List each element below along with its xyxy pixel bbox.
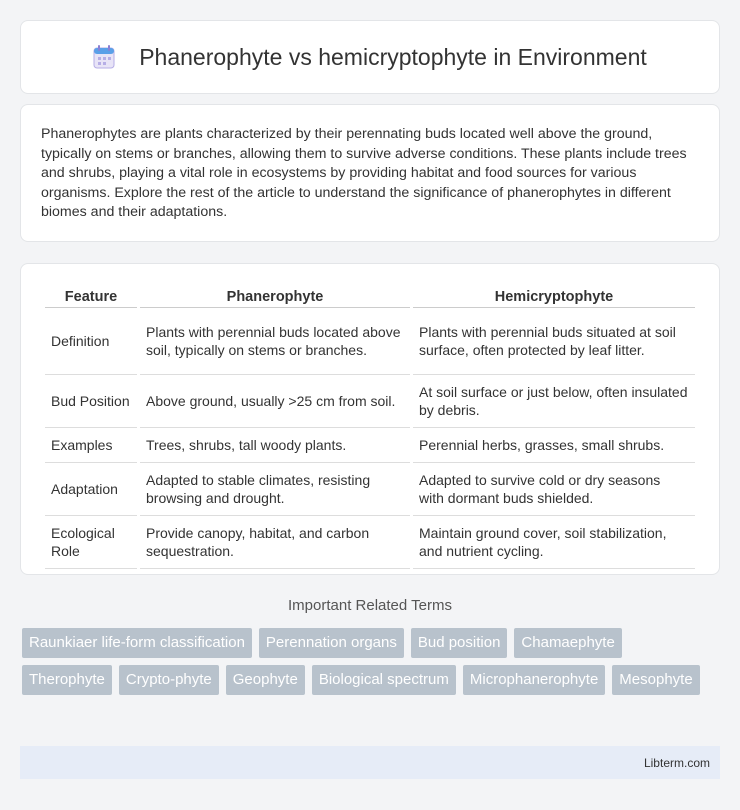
table-header-row	[45, 284, 695, 308]
tag-perennation-organs[interactable]: Perennation organs	[259, 628, 404, 658]
intro-card	[20, 104, 720, 242]
table-row	[45, 428, 695, 463]
row-feature: Definition	[45, 308, 137, 375]
row-phanerophyte: Above ground, usually >25 cm from soil.	[140, 375, 410, 428]
row-phanerophyte: Adapted to stable climates, resisting browsing and drought.	[140, 463, 410, 516]
tag-biological-spectrum[interactable]: Biological spectrum	[312, 665, 456, 695]
row-hemicryptophyte: At soil surface or just below, often insulated by debris.	[413, 375, 695, 428]
footer	[20, 746, 720, 779]
tag-bud-position[interactable]: Bud position	[411, 628, 508, 658]
row-hemicryptophyte: Plants with perennial buds situated at soil surface, often protected by leaf litter.	[413, 308, 695, 375]
intro-text: Phanerophytes are plants characterized by their perennating buds located well above the ground, typically on stems or branches, allowing them to survive adverse conditions. These plants include trees and shrubs, playing a vital role in ecosystems by providing habitat and food sources for various organisms. Explore the rest of the article to understand the significance of phanerophytes in different biomes and their adaptations.	[41, 126, 687, 221]
table-row	[45, 516, 695, 569]
tag-microphanerophyte[interactable]: Microphanerophyte	[463, 665, 605, 695]
related-terms-list	[22, 628, 722, 702]
tag-crypto-phyte[interactable]: Crypto-phyte	[119, 665, 219, 695]
row-feature: Examples	[45, 428, 137, 463]
row-hemicryptophyte: Adapted to survive cold or dry seasons with dormant buds shielded.	[413, 463, 695, 516]
tag-chamaephyte[interactable]: Chamaephyte	[514, 628, 621, 658]
comparison-card	[20, 263, 720, 575]
tag-geophyte[interactable]: Geophyte	[226, 665, 305, 695]
header-hemicryptophyte: Hemicryptophyte	[413, 284, 695, 308]
row-feature: Ecological Role	[45, 516, 137, 569]
related-terms-heading: Important Related Terms	[288, 597, 452, 614]
tag-raunkiaer[interactable]: Raunkiaer life-form classification	[22, 628, 252, 658]
title-card	[20, 20, 720, 94]
header-phanerophyte: Phanerophyte	[140, 284, 410, 308]
tag-mesophyte[interactable]: Mesophyte	[612, 665, 699, 695]
row-feature: Adaptation	[45, 463, 137, 516]
header-feature: Feature	[45, 284, 137, 308]
table-row	[45, 463, 695, 516]
table-row	[45, 308, 695, 375]
footer-site-link[interactable]: Libterm.com	[643, 755, 710, 770]
row-phanerophyte: Plants with perennial buds located above soil, typically on stems or branches.	[140, 308, 410, 375]
row-phanerophyte: Trees, shrubs, tall woody plants.	[140, 428, 410, 463]
row-hemicryptophyte: Perennial herbs, grasses, small shrubs.	[413, 428, 695, 463]
row-feature: Bud Position	[45, 375, 137, 428]
row-phanerophyte: Provide canopy, habitat, and carbon sequestration.	[140, 516, 410, 569]
table-row	[45, 375, 695, 428]
row-hemicryptophyte: Maintain ground cover, soil stabilization, and nutrient cycling.	[413, 516, 695, 569]
tag-therophyte[interactable]: Therophyte	[22, 665, 112, 695]
comparison-table	[42, 284, 698, 569]
page-title: Phanerophyte vs hemicryptophyte in Environment	[139, 43, 647, 70]
calendar-icon	[93, 45, 115, 69]
